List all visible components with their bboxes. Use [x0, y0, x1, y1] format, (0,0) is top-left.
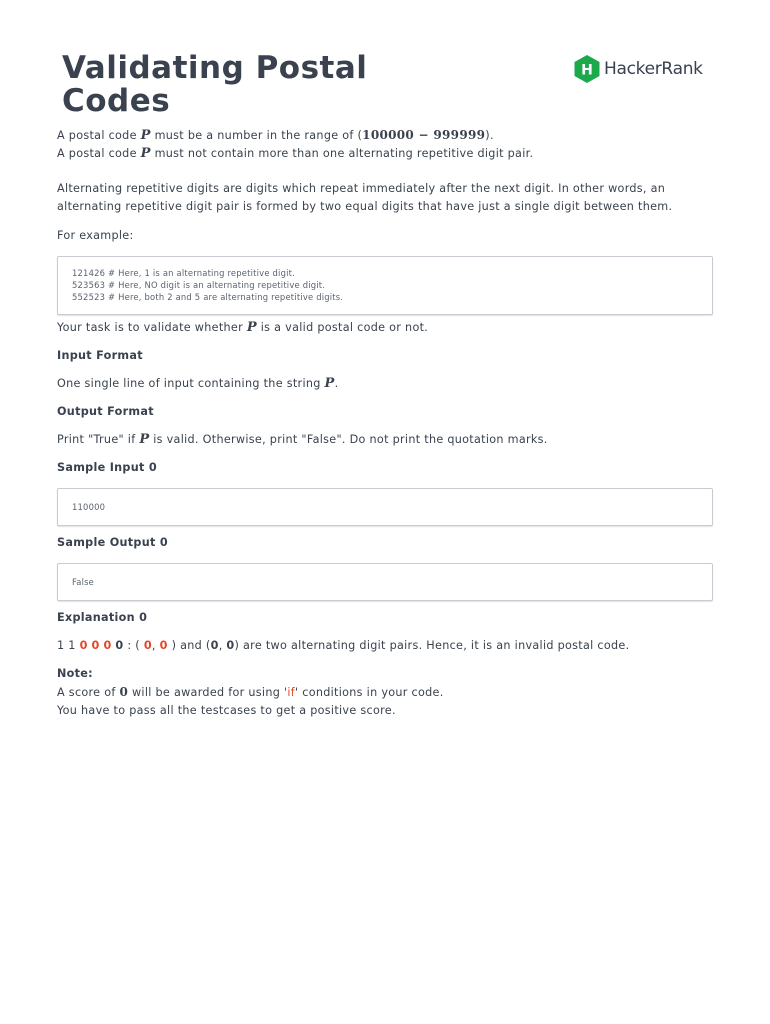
sample-input-value: 110000 [72, 502, 106, 512]
definition-text: Alternating repetitive digits are digits which repeat immediately after the next digit. In other words, an alternating repetitive digit pair is formed by two equal digits that have just a single digit between them. [57, 182, 673, 213]
code-line: 552523 # Here, both 2 and 5 are alternating repetitive digits. [72, 292, 344, 302]
note-line-2: You have to pass all the testcases to get a positive score. [57, 704, 396, 717]
intro-line-1: A postal code P must be a number in the range of (100000 − 999999). [57, 128, 494, 143]
example-code-block [57, 256, 713, 315]
page-title: Validating Postal Codes [62, 50, 368, 119]
var-p: P [140, 128, 151, 143]
task-text: Your task is to validate whether P is a valid postal code or not. [57, 320, 429, 335]
output-format-text: Print "True" if P is valid. Otherwise, print "False". Do not print the quotation marks. [57, 432, 548, 447]
explanation-heading: Explanation 0 [57, 611, 148, 624]
code-line: 121426 # Here, 1 is an alternating repetitive digit. [72, 268, 295, 278]
logo-letter: H [581, 62, 593, 79]
hackerrank-logo [573, 54, 703, 84]
range-value: 100000 − 999999 [362, 128, 486, 142]
input-format-heading: Input Format [57, 349, 143, 362]
sample-output-value: False [72, 577, 95, 587]
output-format-heading: Output Format [57, 405, 154, 418]
hackerrank-hex-icon [573, 54, 601, 84]
note-heading: Note: [57, 667, 93, 680]
intro-line-2: A postal code P must not contain more than one alternating repetitive digit pair. [57, 146, 534, 161]
problem-statement [57, 126, 713, 720]
sample-input-heading: Sample Input 0 [57, 461, 157, 474]
code-line: 523563 # Here, NO digit is an alternating repetitive digit. [72, 280, 326, 290]
explanation-text: 1 1 0 0 0 0 : ( 0, 0 ) and (0, 0) are two alternating digit pairs. Hence, it is an invalid postal code. [57, 639, 630, 652]
sample-input-block [57, 488, 713, 526]
sample-output-block [57, 563, 713, 601]
note-line-1: A score of 0 will be awarded for using 'if' conditions in your code. [57, 685, 444, 699]
logo-text: HackerRank [604, 59, 703, 79]
input-format-text: One single line of input containing the string P. [57, 376, 339, 391]
for-example-label: For example: [57, 229, 134, 242]
sample-output-heading: Sample Output 0 [57, 536, 168, 549]
